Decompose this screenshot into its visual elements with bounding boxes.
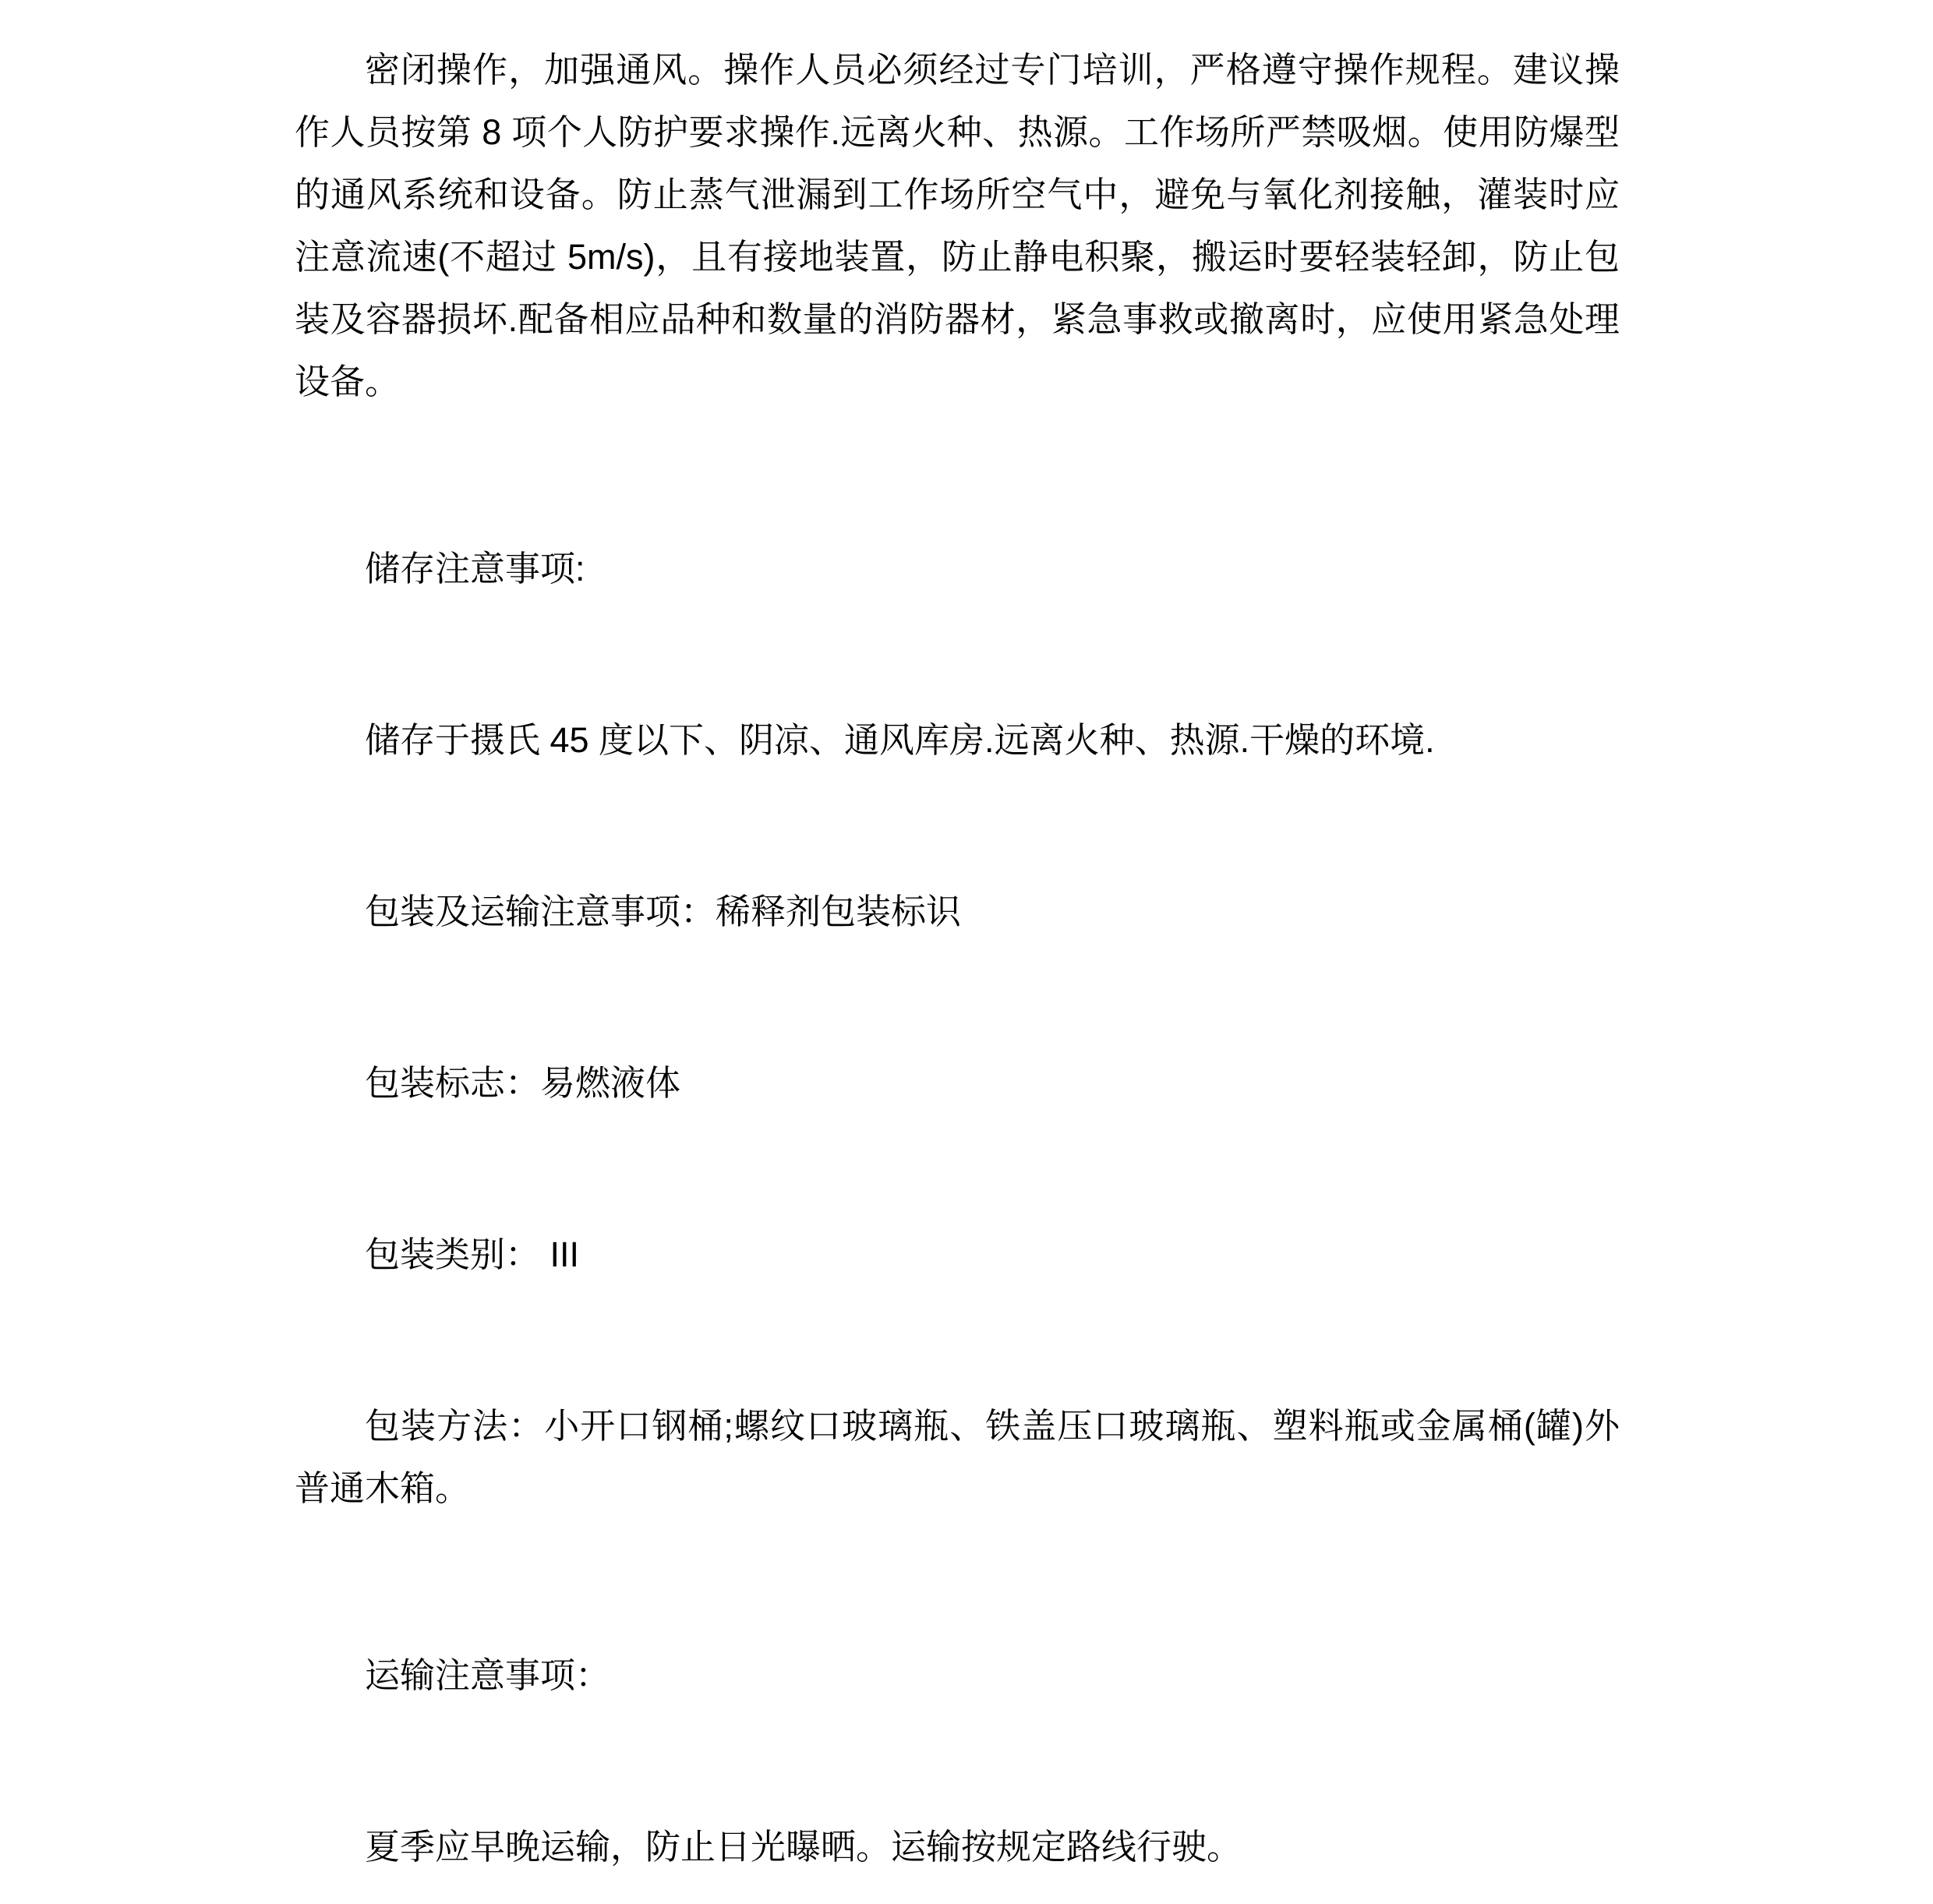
transport-method-paragraph: 夏季应早晚运输，防止日光曝晒。运输按规定路线行驶。: [365, 1827, 1242, 1867]
packaging-mark-paragraph: 包装标志：易燃液体: [365, 1063, 681, 1103]
operation-precautions-paragraph: 密闭操作，加强通风。操作人员必须经过专门培训，严格遵守操作规程。建议操作人员按第 8 项个人防护要求操作.远离火种、热源。工作场所严禁吸烟。使用防爆型的通风系统和设备。防止蒸气泄漏到工作场所空气中，避免与氧化剂接触，灌装时应注意流速(不超过 5m/s)，且有接地装置，防止静电积聚，搬运时要轻装轻卸，防止包装及容器损坏.配备相应品种和数量的消防器材，紧急事救或撤离时，应使用紧急处理设备。: [295, 50, 1620, 401]
storage-precautions-heading: 储存注意事项:: [365, 549, 585, 588]
packaging-category-paragraph: 包装类别： III: [365, 1235, 580, 1274]
storage-conditions-paragraph: 储存于摄氏 45 度以下、阴凉、通风库房.远离火种、热源.干燥的环境.: [365, 720, 1435, 760]
transport-precautions-heading: 运输注意事项：: [365, 1655, 611, 1695]
document-body: [295, 39, 1620, 1878]
packaging-transport-heading: 包装及运输注意事项：稀释剂包装标识: [365, 892, 962, 931]
packaging-method-paragraph: 包装方法：小开口钢桶;螺纹口玻璃瓶、铁盖压口玻璃瓶、塑料瓶或金属桶(罐)外普通木箱。: [295, 1406, 1620, 1508]
